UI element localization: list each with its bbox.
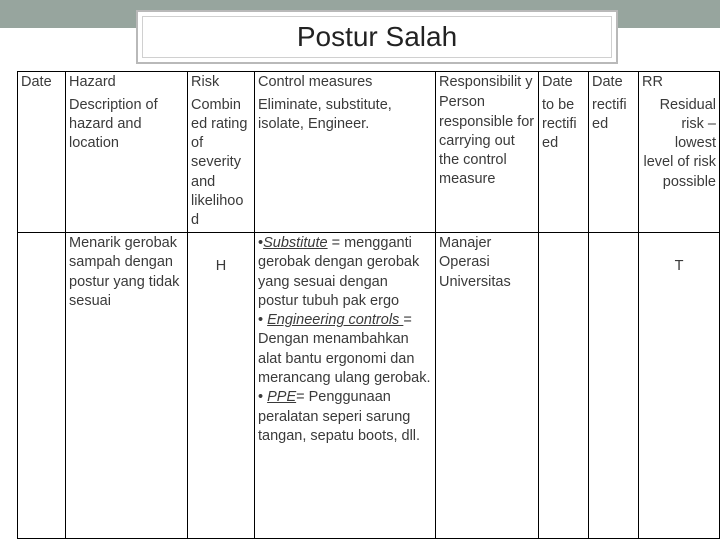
measure-term: PPE — [267, 389, 297, 406]
subheader-risk: Combin ed rating of severity and likelihoo d — [188, 95, 255, 233]
header-responsibility — [436, 72, 539, 233]
bullet: • — [258, 389, 264, 406]
row-responsibility: Manajer Operasi Universitas — [436, 233, 539, 539]
bullet: • — [258, 235, 264, 251]
header-hazard: Hazard — [66, 72, 188, 95]
header-responsibility-title: Responsibilit y — [439, 74, 533, 90]
measure-text: = mengganti gerobak dengan gerobak yang sesuai dengan postur tubuh pak ergo — [258, 235, 420, 309]
subheader-date-rectified: rectifi ed — [589, 95, 639, 233]
row-date-to-be-rectified — [539, 233, 589, 539]
measure-term: Substitute — [263, 235, 328, 251]
row-risk: H — [188, 233, 255, 539]
subheader-hazard: Description of hazard and location — [66, 95, 188, 233]
measure-term: Engineering controls — [267, 312, 404, 329]
subheader-date-to-be-rectified: to be rectifi ed — [539, 95, 589, 233]
header-date-to-be-rectified: Date — [539, 72, 589, 95]
row-control-measures — [255, 233, 436, 539]
row-hazard: Menarik gerobak sampah dengan postur yang tidak sesuai — [66, 233, 188, 539]
risk-control-table — [17, 71, 720, 539]
measure-item-ppe — [258, 388, 432, 446]
row-rr: T — [639, 233, 720, 539]
header-rr: RR — [639, 72, 720, 95]
title-frame — [136, 10, 618, 64]
header-date-rectified: Date — [589, 72, 639, 95]
measure-text: = Dengan menambahkan alat bantu ergonomi dan merancang ulang gerobak. — [258, 312, 431, 387]
measure-text: = Penggunaan peralatan seperi sarung tangan, sepatu boots, dll. — [258, 389, 421, 444]
header-row — [18, 72, 720, 95]
measure-item-engineering — [258, 311, 432, 388]
row-date — [18, 233, 66, 539]
subheader-date — [18, 95, 66, 233]
header-control-measures: Control measures — [255, 72, 436, 95]
measure-item-substitute — [258, 234, 432, 311]
bullet: • — [258, 312, 264, 329]
subheader-control-measures: Eliminate, substitute, isolate, Engineer. — [255, 95, 436, 233]
control-measures-list — [258, 234, 432, 446]
slide-title: Postur Salah — [296, 21, 458, 52]
header-date: Date — [18, 72, 66, 95]
subheader-row — [18, 95, 720, 233]
header-risk: Risk — [188, 72, 255, 95]
subheader-responsibility: Person responsible for carrying out the control measure — [439, 94, 535, 188]
row-date-rectified — [589, 233, 639, 539]
hazard-row — [18, 233, 720, 539]
subheader-rr: Residual risk – lowest level of risk possible — [639, 95, 720, 233]
